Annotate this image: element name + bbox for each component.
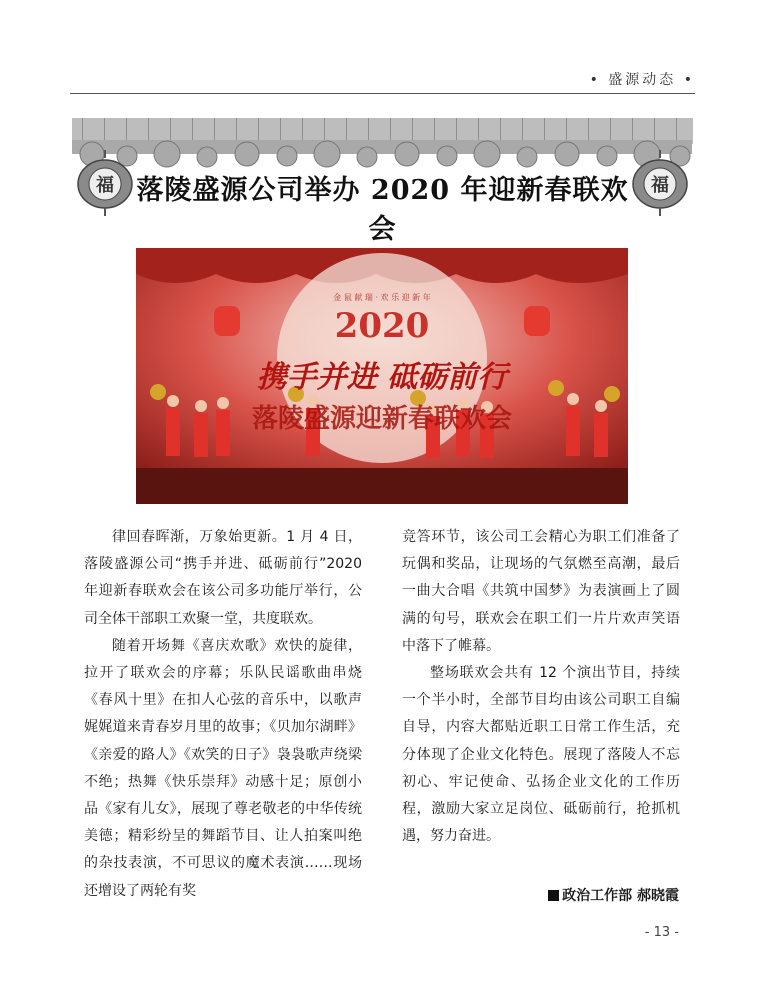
page-number: - 13 - <box>644 925 679 940</box>
event-photo <box>136 248 628 504</box>
photo-year: 2020 <box>334 306 430 346</box>
article-column-right <box>402 524 680 850</box>
article-paragraph: 律回春晖渐，万象始更新。1 月 4 日，落陵盛源公司“携手并进、砥砺前行”2020 年迎新春联欢会在该公司多功能厅举行，公司全体干部职工欢聚一堂，共度联欢。 <box>84 529 362 627</box>
cloud-pattern-icon <box>72 140 692 170</box>
photo-slogan: 携手并进 砥砺前行 <box>256 360 508 395</box>
photo-subtitle: 落陵盛源迎新春联欢会 <box>251 404 512 434</box>
article-title: 落陵盛源公司举办 2020 年迎新春联欢会 <box>136 175 629 245</box>
photo-banner-top: 金 鼠 献 瑞 · 欢 乐 迎 新 年 <box>333 293 431 302</box>
header-rule <box>70 93 695 94</box>
byline-text: 政治工作部 郝晓霞 <box>562 888 679 904</box>
article-paragraph: 整场联欢会共有 12 个演出节目，持续一个半小时，全部节目均由该公司职工自编自导，内容大都贴近职工日常工作生活，充分体现了企业文化特色。展现了落陵人不忘初心、牢记使命、弘扬企业文化的工作历程，激励大家立足岗位、砥砺前行，抢抓机遇，努力奋进。 <box>402 665 680 845</box>
article-column-left <box>84 524 362 905</box>
svg-text:福: 福 <box>96 175 114 196</box>
square-bullet-icon <box>548 890 559 901</box>
section-label: • 盛源动态 • <box>589 72 695 88</box>
fu-lantern-icon <box>75 150 135 216</box>
article-paragraph: 竞答环节，该公司工会精心为职工们准备了玩偶和奖品，让现场的气氛燃至高潮，最后一曲大合唱《共筑中国梦》为表演画上了圆满的句号，联欢会在职工们一片片欢声笑语中落下了帷幕。 <box>402 529 680 654</box>
byline <box>548 885 679 905</box>
fu-lantern-icon <box>630 150 690 216</box>
svg-text:福: 福 <box>651 175 669 196</box>
article-paragraph: 随着开场舞《喜庆欢歌》欢快的旋律，拉开了联欢会的序幕；乐队民谣歌曲串烧《春风十里》在扣人心弦的音乐中，以歌声娓娓道来青春岁月里的故事；《贝加尔湖畔》《亲爱的路人》《欢笑的日子》袅袅歌声绕梁不绝；热舞《快乐崇拜》动感十足；原创小品《家有儿女》，展现了尊老敬老的中华传统美德；精彩纷呈的舞蹈节目、让人拍案叫绝的杂技表演，不可思议的魔术表演……现场还增设了两轮有奖 <box>84 637 362 899</box>
